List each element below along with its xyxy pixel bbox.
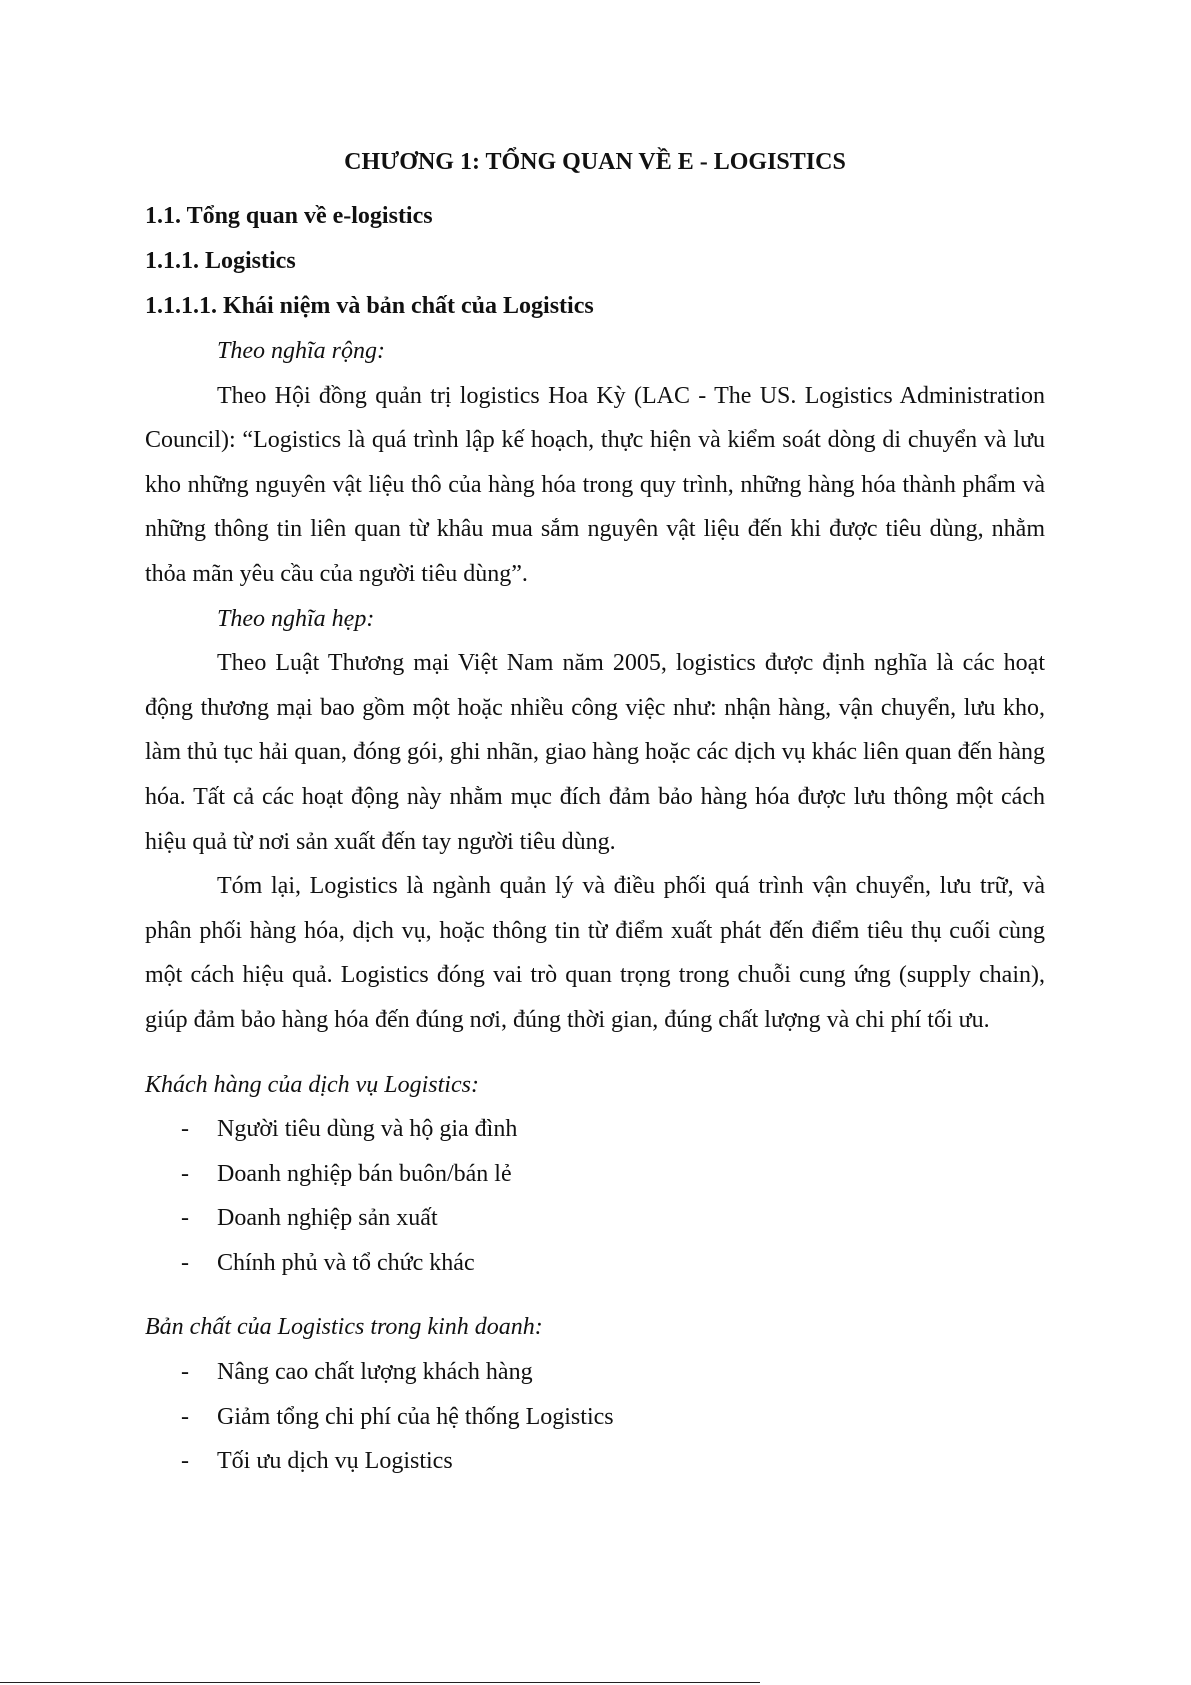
page-content xyxy=(145,140,1045,1484)
list-item xyxy=(145,1350,1045,1395)
customers-list-title: Khách hàng của dịch vụ Logistics: xyxy=(145,1071,479,1098)
list-item xyxy=(145,1107,1045,1152)
list-item-text: Tối ưu dịch vụ Logistics xyxy=(217,1448,453,1475)
list-item xyxy=(145,1395,1045,1440)
list-dash: - xyxy=(181,1205,189,1232)
list-dash: - xyxy=(181,1160,189,1187)
list-item-text: Nâng cao chất lượng khách hàng xyxy=(217,1359,533,1386)
section-heading-1-1-1: 1.1.1. Logistics xyxy=(145,248,296,274)
list-dash: - xyxy=(181,1403,189,1430)
list-item-text: Chính phủ và tổ chức khác xyxy=(217,1249,475,1276)
footer-rule xyxy=(0,1682,760,1683)
list-item-text: Người tiêu dùng và hộ gia đình xyxy=(217,1116,518,1143)
list-dash: - xyxy=(181,1249,189,1276)
list-item xyxy=(145,1241,1045,1286)
list-item-text: Giảm tổng chi phí của hệ thống Logistics xyxy=(217,1403,614,1430)
broad-sense-paragraph: Theo Hội đồng quản trị logistics Hoa Kỳ (LAC - The US. Logistics Administration Council): “Logistics là quá trình lập kế hoạch, thực hiện và kiểm soát dòng di chuyển và lưu kho những nguyên vật liệu thô của hàng hóa trong quy trình, những hàng hóa thành phẩm và những thông tin liên quan từ khâu mua sắm nguyên vật liệu đến khi được tiêu dùng, nhằm thỏa mãn yêu cầu của người tiêu dùng”. xyxy=(145,382,1045,587)
list-dash: - xyxy=(181,1116,189,1143)
chapter-title: CHƯƠNG 1: TỔNG QUAN VỀ E - LOGISTICS xyxy=(344,149,846,175)
summary-paragraph: Tóm lại, Logistics là ngành quản lý và điều phối quá trình vận chuyển, lưu trữ, và phân phối hàng hóa, dịch vụ, hoặc thông tin từ điểm xuất phát đến điểm tiêu thụ cuối cùng một cách hiệu quả. Logistics đóng vai trò quan trọng trong chuỗi cung ứng (supply chain), giúp đảm bảo hàng hóa đến đúng nơi, đúng thời gian, đúng chất lượng và chi phí tối ưu. xyxy=(145,873,1045,1033)
narrow-sense-label: Theo nghĩa hẹp: xyxy=(217,605,375,632)
list-item xyxy=(145,1439,1045,1484)
nature-list-title: Bản chất của Logistics trong kinh doanh: xyxy=(145,1314,543,1341)
customers-list xyxy=(145,1107,1045,1285)
list-dash: - xyxy=(181,1448,189,1475)
list-item xyxy=(145,1152,1045,1197)
list-dash: - xyxy=(181,1359,189,1386)
nature-list xyxy=(145,1350,1045,1484)
spacer xyxy=(145,1043,1045,1063)
section-heading-1-1-1-1: 1.1.1.1. Khái niệm và bản chất của Logistics xyxy=(145,293,594,319)
broad-sense-label: Theo nghĩa rộng: xyxy=(217,338,385,364)
spacer xyxy=(145,1285,1045,1305)
narrow-sense-paragraph: Theo Luật Thương mại Việt Nam năm 2005, logistics được định nghĩa là các hoạt động thương mại bao gồm một hoặc nhiều công việc như: nhận hàng, vận chuyển, lưu kho, làm thủ tục hải quan, đóng gói, ghi nhãn, giao hàng hoặc các dịch vụ khác liên quan đến hàng hóa. Tất cả các hoạt động này nhằm mục đích đảm bảo hàng hóa được lưu thông một cách hiệu quả từ nơi sản xuất đến tay người tiêu dùng. xyxy=(145,650,1045,855)
list-item xyxy=(145,1196,1045,1241)
list-item-text: Doanh nghiệp bán buôn/bán lẻ xyxy=(217,1160,512,1187)
list-item-text: Doanh nghiệp sản xuất xyxy=(217,1205,438,1232)
section-heading-1-1: 1.1. Tổng quan về e-logistics xyxy=(145,203,433,229)
